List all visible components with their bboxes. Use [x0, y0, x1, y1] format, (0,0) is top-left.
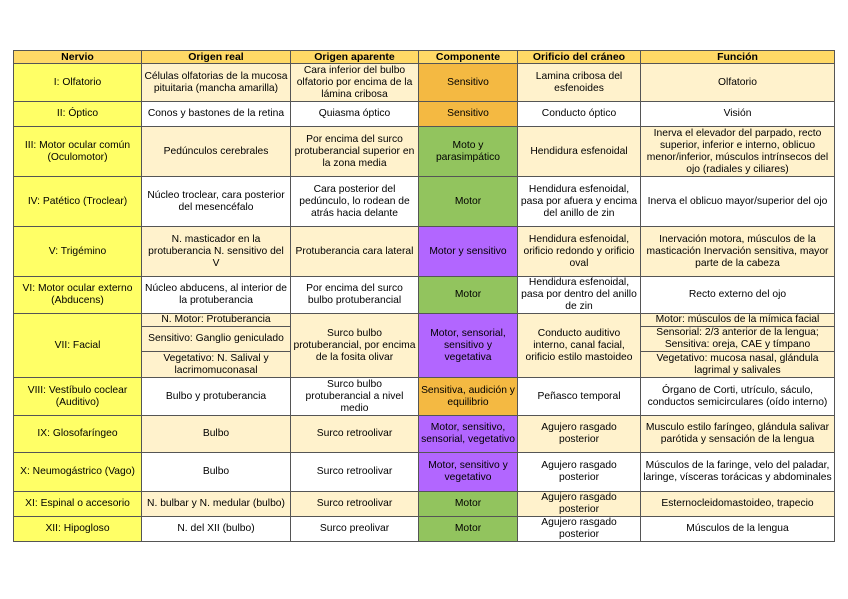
cell-componente: Motor [419, 177, 518, 227]
cell-origen-aparente: Protuberancia cara lateral [291, 227, 419, 277]
cell-nervio: VI: Motor ocular externo (Abducens) [14, 277, 142, 314]
cell-origen-aparente: Cara posterior del pedúnculo, lo rodean de atrás hacia delante [291, 177, 419, 227]
header-nervio: Nervio [14, 51, 142, 64]
cell-nervio: V: Trigémino [14, 227, 142, 277]
cell-funcion: Músculos de la faringe, velo del paladar, laringe, vísceras torácicas y abdominales [641, 453, 835, 492]
table-row [14, 314, 835, 327]
cell-origen-real: N. Motor: Protuberancia [142, 314, 291, 327]
cell-nervio: II: Óptico [14, 102, 142, 127]
cell-nervio: IV: Patético (Troclear) [14, 177, 142, 227]
table-row [14, 517, 835, 542]
table-row [14, 453, 835, 492]
cell-origen-aparente: Surco preolivar [291, 517, 419, 542]
table-row [14, 227, 835, 277]
cranial-nerves-table [13, 50, 835, 542]
cell-nervio: IX: Glosofaríngeo [14, 416, 142, 453]
table-row [14, 416, 835, 453]
cell-origen-real: Vegetativo: N. Salival y lacrimomuconasal [142, 352, 291, 378]
cell-funcion: Órgano de Corti, utrículo, sáculo, conductos semicirculares (oído interno) [641, 378, 835, 416]
header-componente: Componente [419, 51, 518, 64]
cell-funcion: Inervación motora, músculos de la masticación Inervación sensitiva, mayor parte de la cabeza [641, 227, 835, 277]
cell-funcion: Musculo estilo faríngeo, glándula salivar parótida y sensación de la lengua [641, 416, 835, 453]
cell-origen-real: Células olfatorias de la mucosa pituitaria (mancha amarilla) [142, 64, 291, 102]
cell-orificio: Conducto auditivo interno, canal facial, orificio estilo mastoideo [518, 314, 641, 378]
cell-funcion: Sensorial: 2/3 anterior de la lengua; Sensitiva: oreja, CAE y tímpano [641, 327, 835, 352]
cell-componente: Motor [419, 517, 518, 542]
cell-origen-aparente: Surco retroolivar [291, 416, 419, 453]
cell-orificio: Agujero rasgado posterior [518, 492, 641, 517]
cell-orificio: Agujero rasgado posterior [518, 416, 641, 453]
cell-nervio: III: Motor ocular común (Oculomotor) [14, 127, 142, 177]
table-row [14, 102, 835, 127]
table-row [14, 492, 835, 517]
cell-nervio: VIII: Vestíbulo coclear (Auditivo) [14, 378, 142, 416]
cell-orificio: Hendidura esfenoidal [518, 127, 641, 177]
cell-origen-real: Sensitivo: Ganglio geniculado [142, 327, 291, 352]
cell-nervio: XI: Espinal o accesorio [14, 492, 142, 517]
cell-funcion: Motor: músculos de la mímica facial [641, 314, 835, 327]
cell-componente: Motor, sensitivo y vegetativo [419, 453, 518, 492]
cell-origen-real: N. masticador en la protuberancia N. sensitivo del V [142, 227, 291, 277]
cell-orificio: Hendidura esfenoidal, pasa por dentro del anillo de zin [518, 277, 641, 314]
cell-origen-real: Bulbo y protuberancia [142, 378, 291, 416]
cell-funcion: Inerva el elevador del parpado, recto superior, inferior e interno, oblicuo menor/inferior, músculos intrínsecos del ojo (radiales y ciliares) [641, 127, 835, 177]
cell-origen-aparente: Surco retroolivar [291, 492, 419, 517]
table-row [14, 378, 835, 416]
cell-nervio: XII: Hipogloso [14, 517, 142, 542]
cell-origen-real: Pedúnculos cerebrales [142, 127, 291, 177]
cell-orificio: Hendidura esfenoidal, orificio redondo y orificio oval [518, 227, 641, 277]
header-row [14, 51, 835, 64]
cell-funcion: Vegetativo: mucosa nasal, glándula lagrimal y salivales [641, 352, 835, 378]
header-funcion: Función [641, 51, 835, 64]
cell-nervio: VII: Facial [14, 314, 142, 378]
cell-componente: Motor y sensitivo [419, 227, 518, 277]
cell-orificio: Hendidura esfenoidal, pasa por afuera y encima del anillo de zin [518, 177, 641, 227]
cell-nervio: I: Olfatorio [14, 64, 142, 102]
cell-origen-aparente: Por encima del surco protuberancial superior en la zona media [291, 127, 419, 177]
cell-componente: Moto y parasimpático [419, 127, 518, 177]
header-orificio: Orificio del cráneo [518, 51, 641, 64]
cell-origen-aparente: Quiasma óptico [291, 102, 419, 127]
cell-origen-aparente: Por encima del surco bulbo protuberancial [291, 277, 419, 314]
cell-funcion: Músculos de la lengua [641, 517, 835, 542]
cell-origen-real: N. del XII (bulbo) [142, 517, 291, 542]
cell-orificio: Conducto óptico [518, 102, 641, 127]
cell-origen-real: Conos y bastones de la retina [142, 102, 291, 127]
cell-funcion: Olfatorio [641, 64, 835, 102]
cell-orificio: Agujero rasgado posterior [518, 517, 641, 542]
header-origen-real: Origen real [142, 51, 291, 64]
cell-origen-real: N. bulbar y N. medular (bulbo) [142, 492, 291, 517]
cell-origen-aparente: Surco bulbo protuberancial, por encima de la fosita olivar [291, 314, 419, 378]
cell-componente: Motor, sensitivo, sensorial, vegetativo [419, 416, 518, 453]
cell-componente: Motor [419, 492, 518, 517]
cell-funcion: Visión [641, 102, 835, 127]
cell-origen-real: Bulbo [142, 453, 291, 492]
cell-orificio: Peñasco temporal [518, 378, 641, 416]
cell-funcion: Inerva el oblicuo mayor/superior del ojo [641, 177, 835, 227]
cell-componente: Sensitiva, audición y equilibrio [419, 378, 518, 416]
cell-componente: Sensitivo [419, 102, 518, 127]
header-origen-aparente: Origen aparente [291, 51, 419, 64]
cell-orificio: Lamina cribosa del esfenoides [518, 64, 641, 102]
cell-funcion: Esternocleidomastoideo, trapecio [641, 492, 835, 517]
cell-componente: Motor, sensorial, sensitivo y vegetativa [419, 314, 518, 378]
cell-origen-aparente: Surco bulbo protuberancial a nivel medio [291, 378, 419, 416]
cell-componente: Motor [419, 277, 518, 314]
cell-orificio: Agujero rasgado posterior [518, 453, 641, 492]
cell-funcion: Recto externo del ojo [641, 277, 835, 314]
cell-origen-real: Núcleo troclear, cara posterior del mesencéfalo [142, 177, 291, 227]
cell-nervio: X: Neumogástrico (Vago) [14, 453, 142, 492]
table-row [14, 277, 835, 314]
table-row [14, 177, 835, 227]
cell-origen-aparente: Cara inferior del bulbo olfatorio por encima de la lámina cribosa [291, 64, 419, 102]
cell-origen-real: Núcleo abducens, al interior de la protuberancia [142, 277, 291, 314]
cell-origen-aparente: Surco retroolivar [291, 453, 419, 492]
table-row [14, 64, 835, 102]
cell-origen-real: Bulbo [142, 416, 291, 453]
table-row [14, 127, 835, 177]
cell-componente: Sensitivo [419, 64, 518, 102]
